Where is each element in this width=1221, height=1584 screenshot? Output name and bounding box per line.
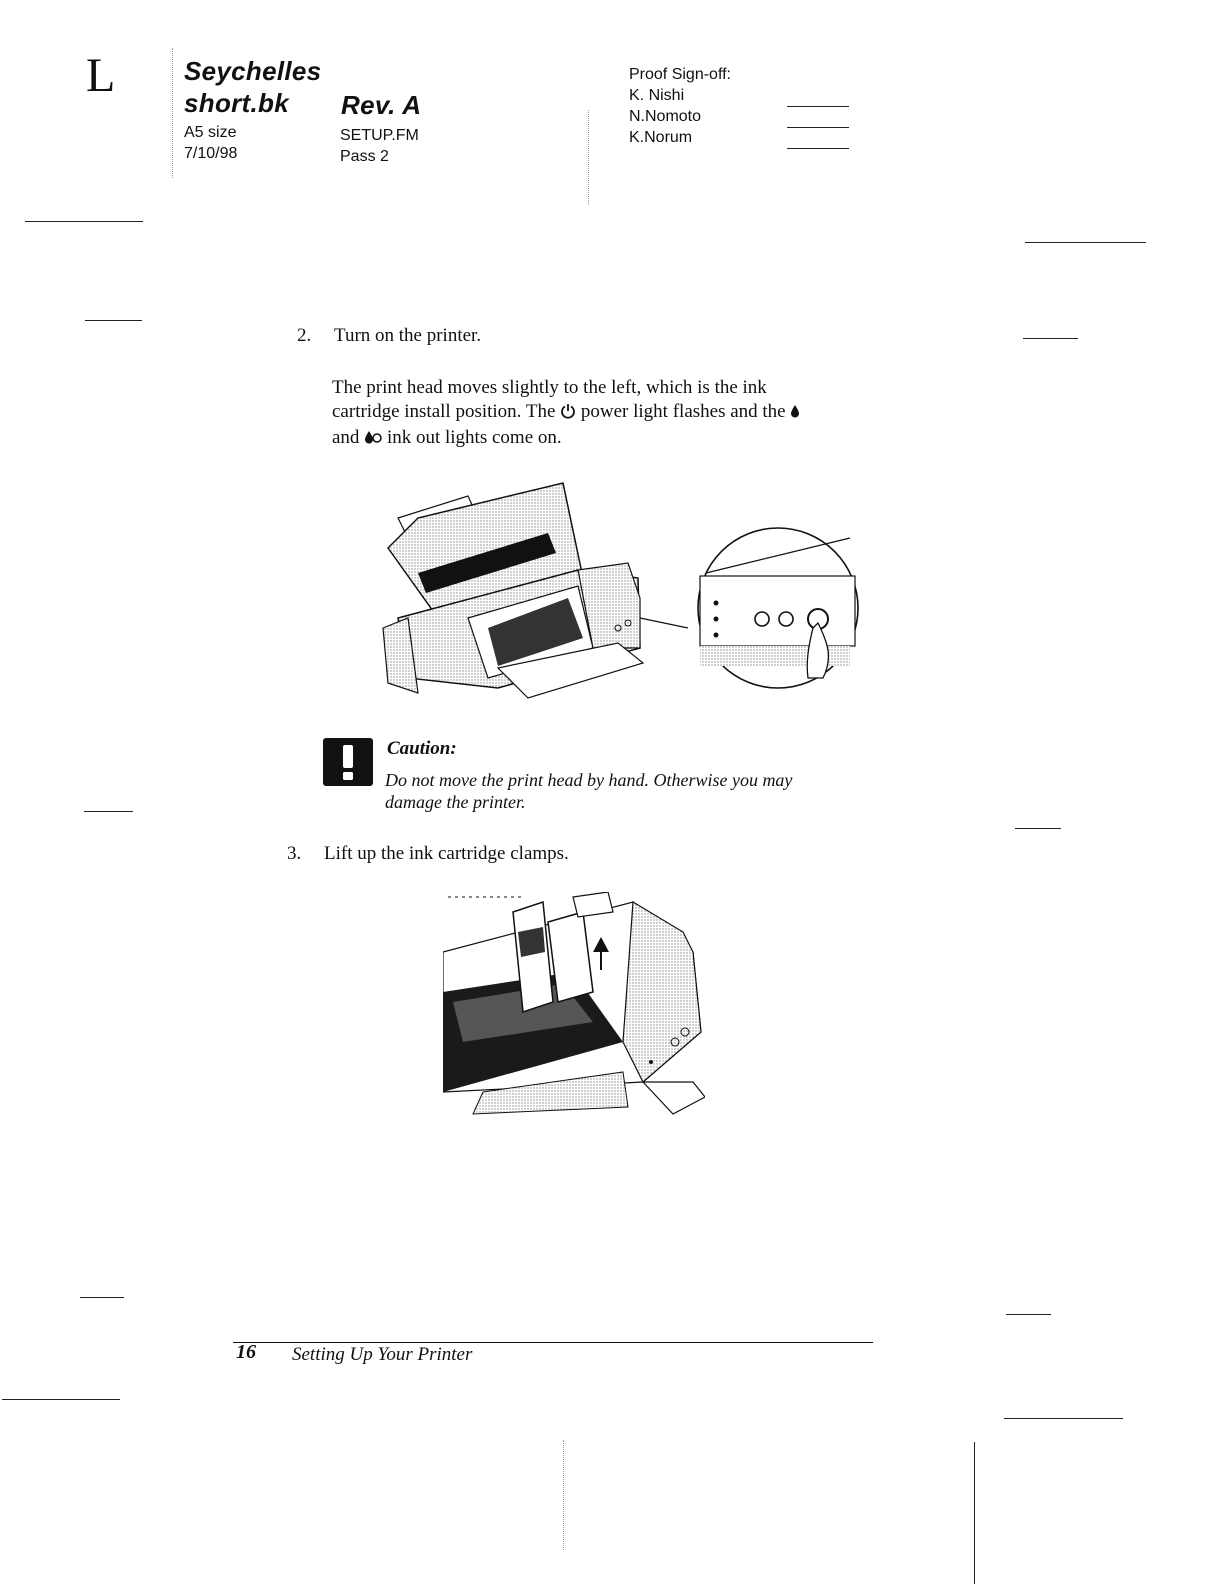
- crop-mark: [1004, 1418, 1123, 1419]
- description-line-3: and ink out lights come on.: [332, 426, 892, 451]
- step-2-description: [332, 376, 892, 451]
- proof-date: 7/10/98: [184, 145, 238, 162]
- header-divider-dots: [172, 48, 173, 178]
- caution-icon: [323, 738, 373, 786]
- description-line-2: cartridge install position. The power light flashes and the: [332, 400, 892, 426]
- signoff-line-3: [787, 148, 849, 149]
- cartridge-clamps-illustration: [443, 892, 705, 1120]
- header-dots-center: [588, 110, 589, 205]
- page-number: 16: [236, 1341, 256, 1363]
- footer-rule: [233, 1342, 873, 1343]
- crop-mark: [84, 811, 133, 812]
- crop-mark: [1015, 828, 1061, 829]
- chapter-title: Setting Up Your Printer: [292, 1344, 473, 1365]
- crop-mark: [1006, 1314, 1051, 1315]
- signoff-name-3: K.Norum: [629, 129, 693, 146]
- crop-mark: [2, 1399, 120, 1400]
- signoff-name-2: N.Nomoto: [629, 108, 702, 125]
- crop-mark: [80, 1297, 124, 1298]
- revision: Rev. A: [341, 90, 422, 120]
- power-icon: [560, 402, 576, 426]
- black-ink-drop-icon: [790, 401, 800, 425]
- file-name: SETUP.FM: [340, 127, 419, 144]
- step-3-text: Lift up the ink cartridge clamps.: [324, 843, 569, 864]
- printer-power-on-illustration: [378, 478, 864, 710]
- center-dots-bottom: [563, 1440, 564, 1550]
- signoff-name-1: K. Nishi: [629, 87, 685, 104]
- book-title-line1: Seychelles: [184, 56, 322, 86]
- caution-line-1: Do not move the print head by hand. Otherwise you may: [385, 770, 793, 790]
- crop-mark-vertical: [974, 1442, 975, 1584]
- signoff-line-2: [787, 127, 849, 128]
- corner-letter: L: [86, 49, 116, 102]
- step-3-number: 3.: [287, 843, 302, 864]
- crop-mark: [1025, 242, 1146, 243]
- description-line-1: The print head moves slightly to the left, which is the ink: [332, 377, 767, 398]
- crop-mark: [1023, 338, 1078, 339]
- caution-line-2: damage the printer.: [385, 792, 526, 812]
- crop-mark: [25, 221, 143, 222]
- color-ink-icon: [364, 427, 382, 451]
- book-title-line2: short.bk: [184, 88, 289, 118]
- crop-mark: [85, 320, 142, 321]
- signoff-label: Proof Sign-off:: [629, 66, 731, 83]
- pass-number: Pass 2: [340, 148, 389, 165]
- signoff-line-1: [787, 106, 849, 107]
- page-size: A5 size: [184, 124, 237, 141]
- step-2-number: 2.: [297, 325, 312, 346]
- step-2-text: Turn on the printer.: [334, 325, 482, 346]
- caution-title: Caution:: [387, 738, 457, 759]
